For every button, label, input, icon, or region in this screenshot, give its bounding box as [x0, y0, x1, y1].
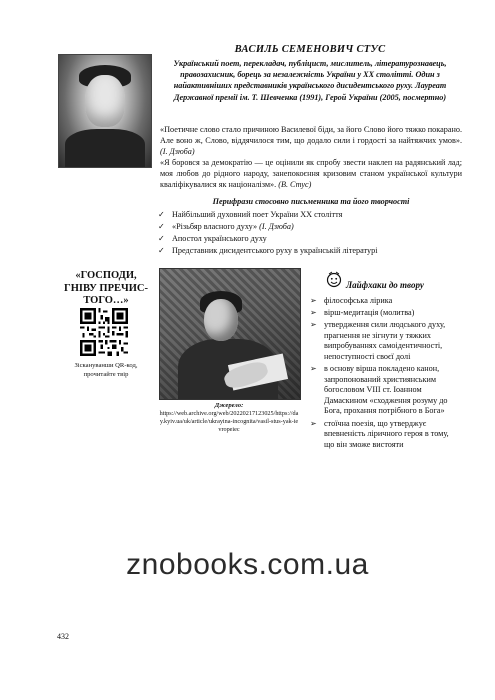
- author-bio: Український поет, перекладач, публіцист, мислитель, літературознавець, правозахисник, борець за незалежність України у ХХ столітті. Один з найактивніших представників українського дисидентського руху. Лауреат Державної премії ім. Т. Шевченка (1991), Герой України (2005, посмертно): [173, 59, 447, 102]
- quote-text: «Я боровся за демократію — це оцінили як спробу звести наклеп на радянський лад; моя любов до рідного народу, занепокоєння кризовим станом української культури кваліфікувалися як націоналізм».: [160, 158, 462, 189]
- page-number: 432: [57, 632, 69, 641]
- arrow-icon: ➢: [310, 320, 317, 330]
- source-label: Джерело:: [214, 402, 244, 409]
- arrow-icon: ➢: [310, 296, 317, 305]
- list-item: ➢ вірш-медитація (молитва): [310, 308, 415, 318]
- source-url[interactable]: https://web.archive.org/web/20220217123025/https://day.kyiv.ua/uk/article/ukrayina-incognita/vasil-stus-yak-ievropeiec: [159, 410, 299, 434]
- lifehacks-title: Лайфхаки до твору: [346, 280, 424, 290]
- lifehacks-list: [310, 296, 460, 452]
- author-portrait: [58, 54, 152, 168]
- check-icon: ✓: [158, 222, 165, 231]
- arrow-icon: ➢: [310, 364, 317, 374]
- list-item: ✓ Найбільший духовний поет України ХХ століття: [158, 210, 343, 219]
- list-item: ➢ філософська лірика: [310, 296, 393, 305]
- list-item: ✓ Представник дисидентського руху в українській літературі: [158, 246, 378, 255]
- check-icon: ✓: [158, 210, 165, 219]
- list-item: ➢ утвердження сили людського духу, прагнення не зігнути у тяжких випробуваннях самоідентичності, непоступності своєї долі: [310, 320, 446, 361]
- poem-title: «ГОСПОДИ, ГНІВУ ПРЕЧИС-ТОГО…»: [64, 270, 148, 306]
- quote-text: «Поетичне слово стало причиною Василевої біди, за його Слово його тяжко покарано. Але воно ж, Слово, віддячилося тим, що додало сили і гордості за найтяжчих умов».: [160, 125, 462, 145]
- qr-caption: Зіскануванши QR-код, прочитайте твір: [74, 362, 138, 378]
- watermark: znobooks.com.ua: [126, 548, 369, 581]
- quote-stus: [160, 158, 462, 190]
- quote-author: (В. Стус): [278, 179, 312, 189]
- list-item: ✓ «Різьбяр власного духу» (І. Дзюба): [158, 222, 294, 231]
- smiley-icon: [326, 271, 342, 289]
- periphrases-list: [158, 209, 468, 257]
- arrow-icon: ➢: [310, 418, 317, 428]
- qr-code[interactable]: [80, 308, 128, 356]
- list-item: ➢ стоїчна поезія, що утверджує впевненість ліричного героя в тому, що він зможе вистояти: [310, 418, 449, 449]
- quote-author: (І. Дзюба): [160, 146, 195, 156]
- list-item: ➢ в основу вірша покладено канон, запропонований християнським богословом VIII ст. Іоанном Дамаскином «сходження розуму до Бога, прохання потрібного в Бога»: [310, 364, 448, 416]
- stus-painting: [159, 268, 301, 400]
- arrow-icon: ➢: [310, 308, 317, 318]
- author-name-title: ВАСИЛЬ СЕМЕНОВИЧ СТУС: [234, 44, 386, 55]
- check-icon: ✓: [158, 246, 165, 255]
- list-item: ✓ Апостол українського духу: [158, 234, 267, 243]
- quote-dziuba: [160, 125, 462, 157]
- check-icon: ✓: [158, 234, 165, 243]
- periphrases-heading: Перифрази стосовно письменника та його творчості: [212, 197, 410, 206]
